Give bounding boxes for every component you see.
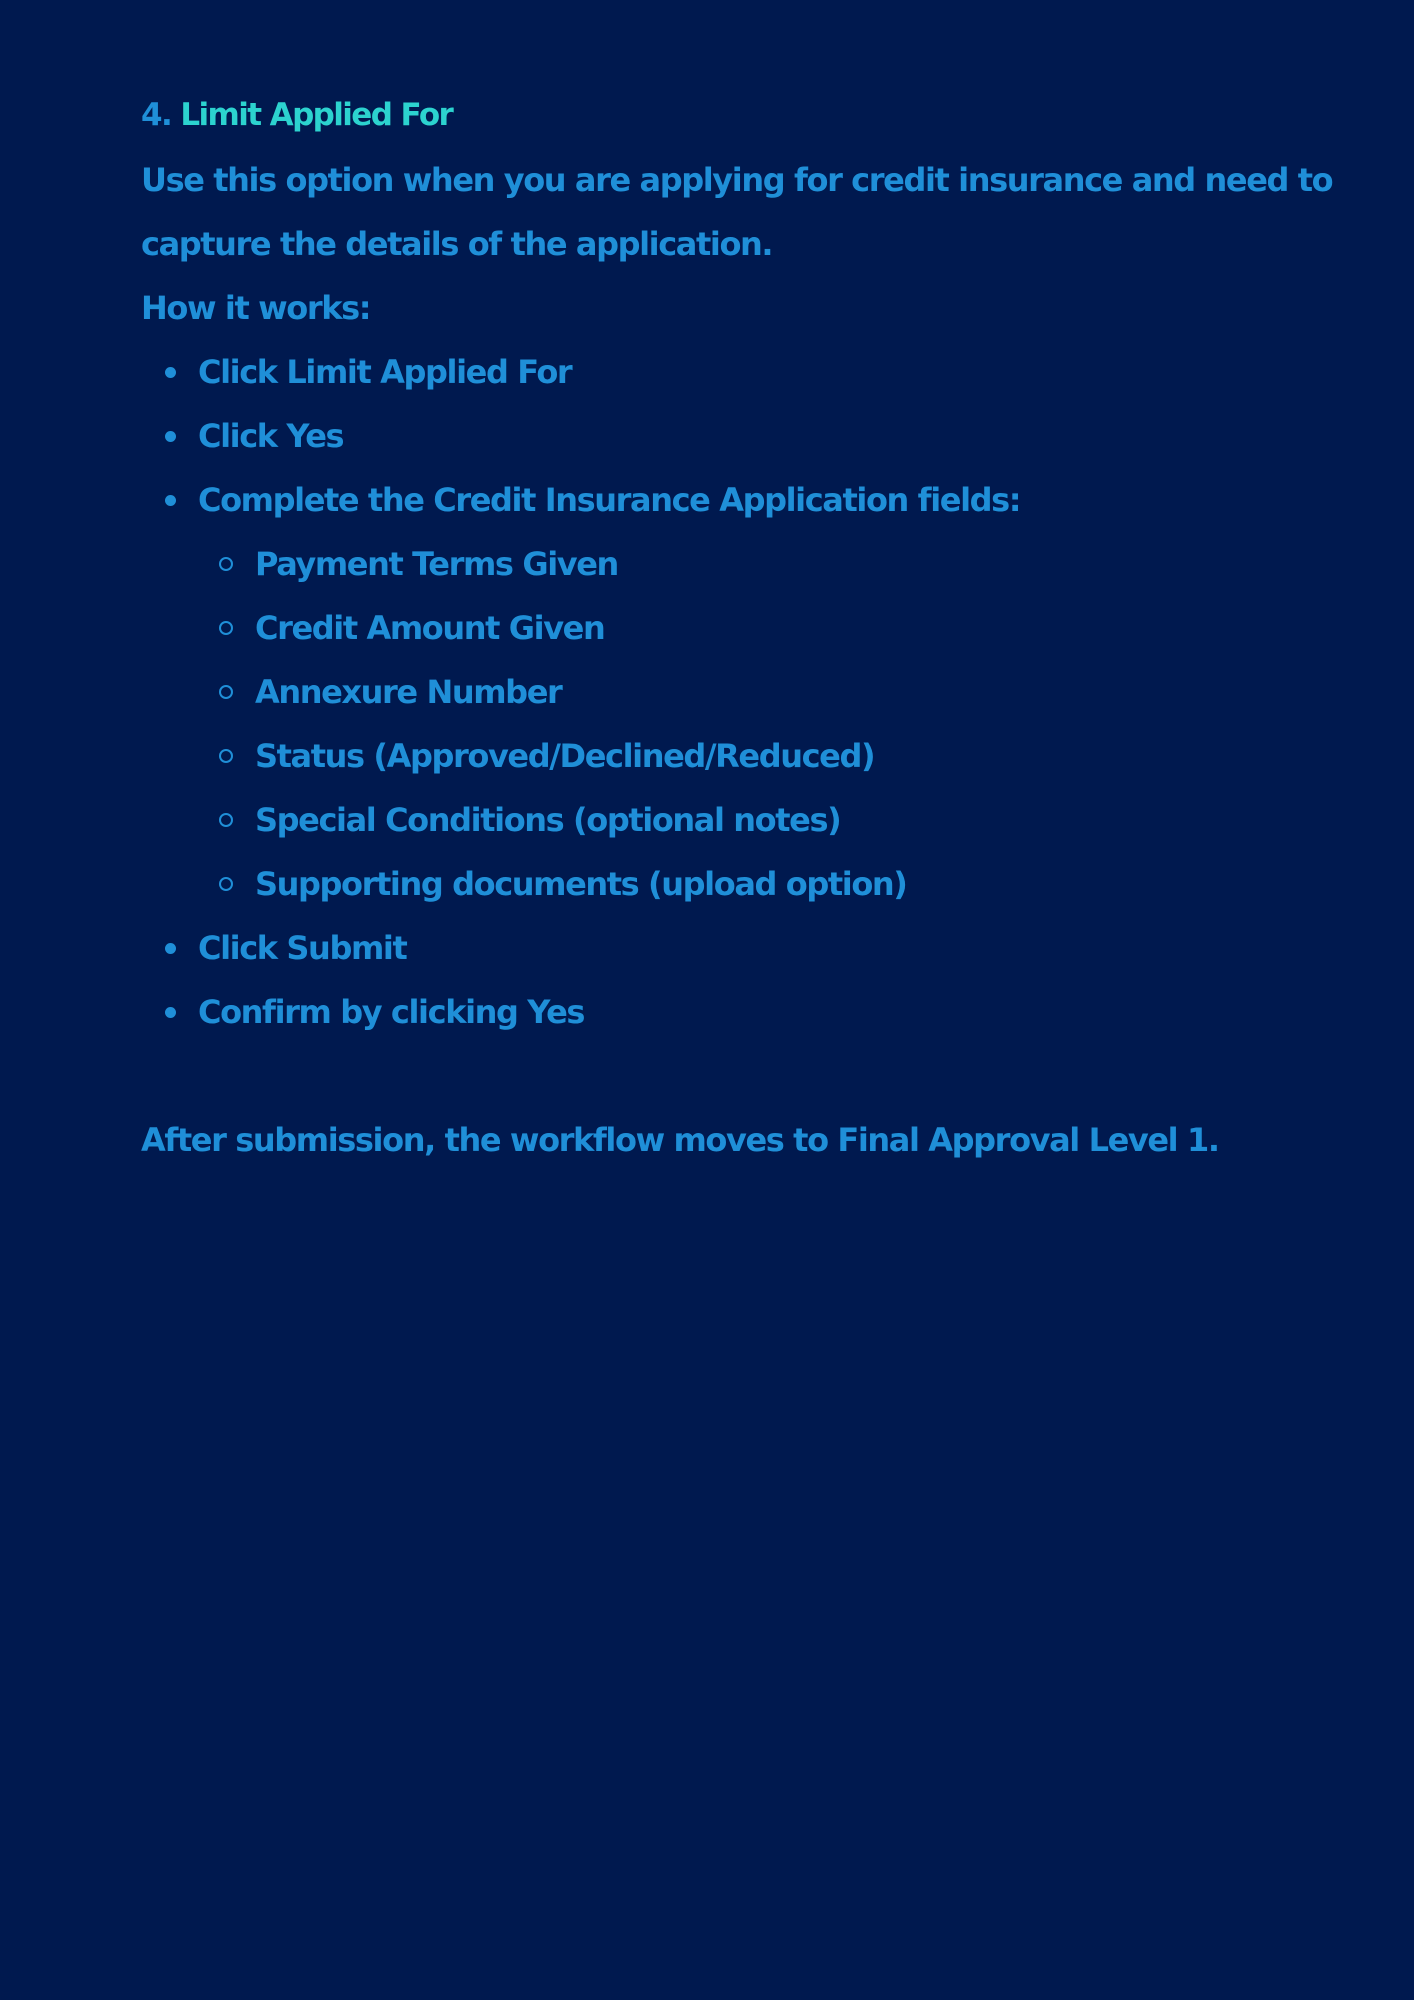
step-item	[141, 916, 1281, 980]
step-label: Click Limit Applied For	[198, 353, 572, 391]
field-label: Supporting documents (upload option)	[255, 865, 907, 903]
how-it-works-label: How it works:	[141, 289, 371, 327]
field-label: Credit Amount Given	[255, 609, 605, 647]
step-item	[141, 404, 1281, 468]
step-item	[141, 980, 1281, 1044]
field-item	[198, 596, 1281, 660]
intro-line-2: capture the details of the application.	[141, 225, 773, 263]
application-fields-list	[198, 532, 1281, 916]
bullet-circle-icon	[219, 877, 233, 891]
step-label: Complete the Credit Insurance Application fields:	[198, 481, 1021, 519]
field-label: Special Conditions (optional notes)	[255, 801, 841, 839]
step-label: Click Yes	[198, 417, 344, 455]
bullet-circle-icon	[219, 621, 233, 635]
field-item	[198, 852, 1281, 916]
intro-paragraph	[141, 148, 1333, 276]
bullet-disc-icon	[165, 1007, 176, 1018]
document-content	[141, 88, 1333, 1172]
step-item	[141, 468, 1281, 916]
bullet-disc-icon	[165, 943, 176, 954]
bullet-circle-icon	[219, 749, 233, 763]
steps-list	[141, 340, 1281, 1044]
step-label: Click Submit	[198, 929, 407, 967]
field-item	[198, 724, 1281, 788]
bullet-circle-icon	[219, 557, 233, 571]
field-label: Annexure Number	[255, 673, 562, 711]
bullet-disc-icon	[165, 495, 176, 506]
field-label: Status (Approved/Declined/Reduced)	[255, 737, 875, 775]
field-item	[198, 660, 1281, 724]
step-label: Confirm by clicking Yes	[198, 993, 585, 1031]
intro-line-1: Use this option when you are applying for credit insurance and need to	[141, 161, 1333, 199]
section-number: 4.	[141, 97, 172, 133]
bullet-circle-icon	[219, 685, 233, 699]
section-title: Limit Applied For	[180, 97, 453, 133]
bullet-disc-icon	[165, 431, 176, 442]
bullet-circle-icon	[219, 813, 233, 827]
section-heading	[141, 88, 1281, 142]
field-label: Payment Terms Given	[255, 545, 618, 583]
field-item	[198, 788, 1281, 852]
field-item	[198, 532, 1281, 596]
outro-paragraph: After submission, the workflow moves to Final Approval Level 1.	[141, 1121, 1219, 1159]
step-item	[141, 340, 1281, 404]
bullet-disc-icon	[165, 367, 176, 378]
